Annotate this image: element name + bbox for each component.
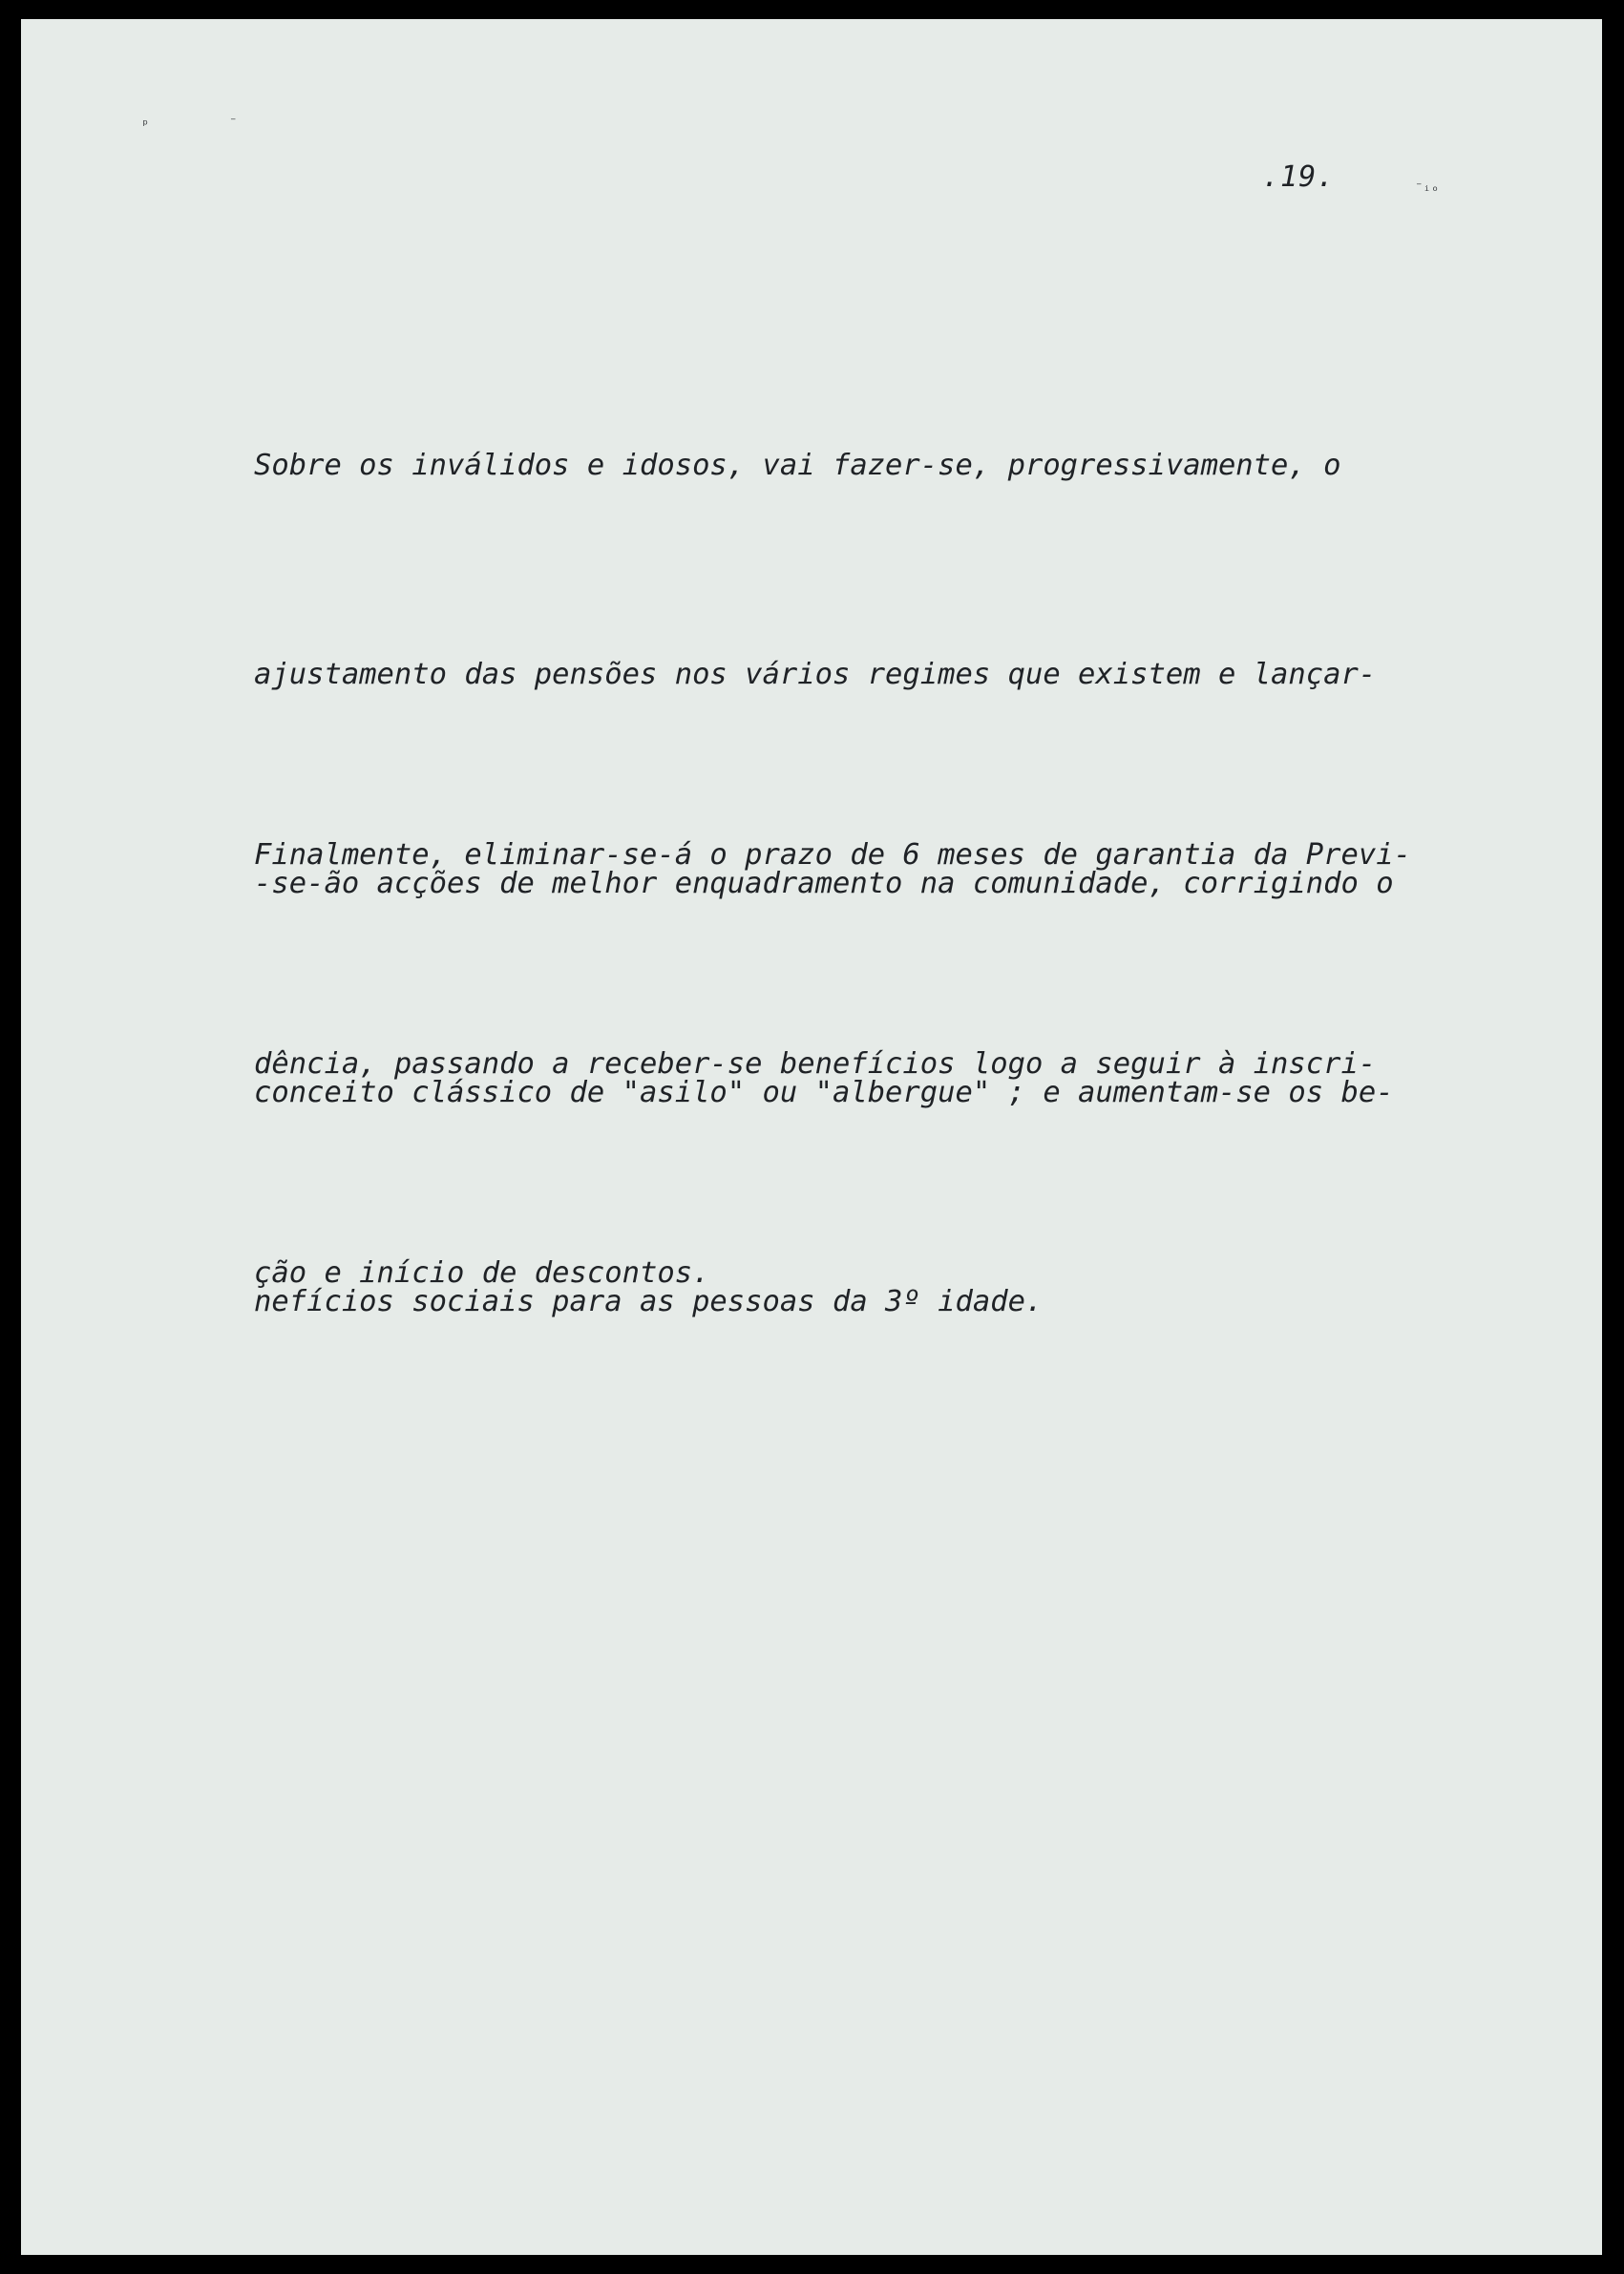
corner-mark: ⁻ᵢₒ — [1415, 179, 1440, 195]
corner-mark: ᵖ — [141, 117, 150, 133]
paragraph-line: nefícios sociais para as pessoas da 3º idade. — [254, 1285, 1044, 1318]
paragraph-line: -se-ão acções de melhor enquadramento na comunidade, corrigindo o — [254, 867, 1394, 900]
paragraph-previdencia — [254, 681, 1552, 1447]
paragraph-line: dência, passando a receber-se benefícios logo a seguir à inscri- — [254, 1047, 1377, 1081]
corner-mark: ⁻ — [229, 115, 238, 130]
paragraph-line: Sobre os inválidos e idosos, vai fazer-se, progressivamente, o — [254, 449, 1341, 482]
paragraph-line: ajustamento das pensões nos vários regimes que existem e lançar- — [254, 658, 1377, 691]
document-page — [21, 19, 1602, 2255]
paragraph-line: conceito clássico de "asilo" ou "albergue" ; e aumentam-se os be- — [254, 1076, 1394, 1109]
page-number: .19. — [1262, 160, 1336, 194]
paragraph-line: ção e início de descontos. — [254, 1256, 710, 1290]
paragraph-line: Finalmente, eliminar-se-á o prazo de 6 meses de garantia da Previ- — [254, 838, 1411, 872]
